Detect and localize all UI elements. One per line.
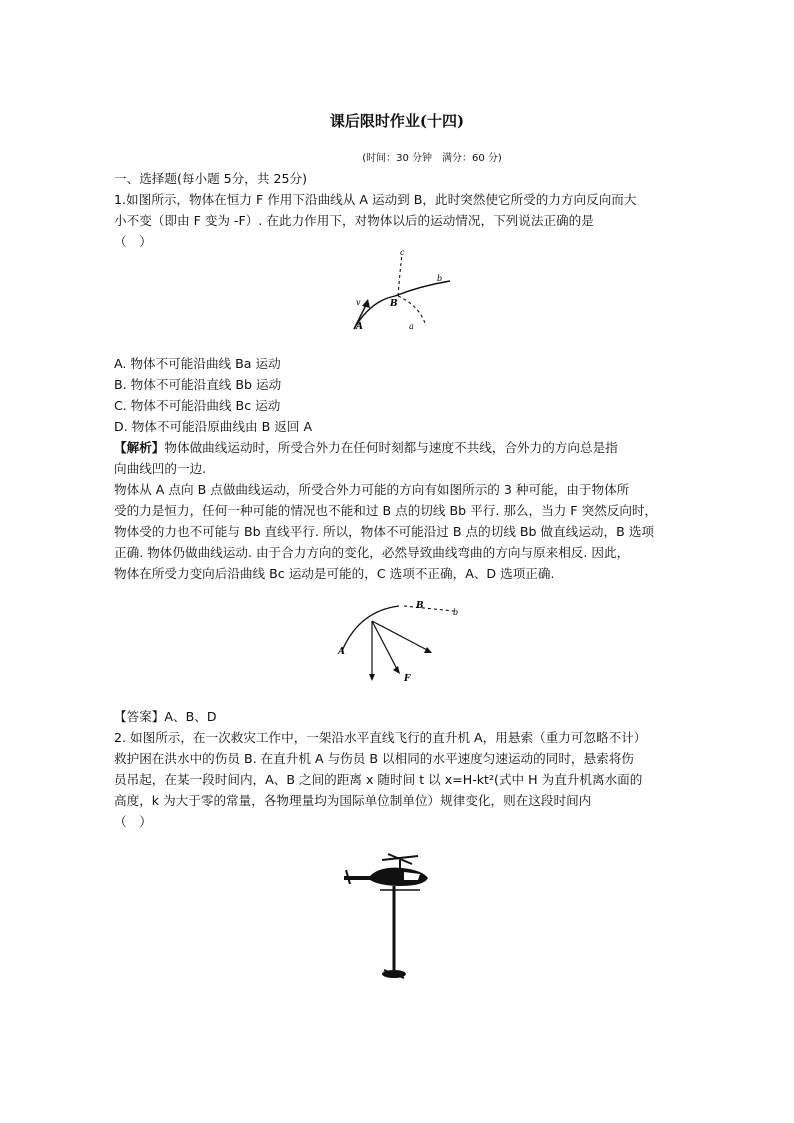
q2-stem-line-4: 高度，k 为大于零的常量，各物理量均为国际单位制单位）规律变化，则在这段时间内 [114,793,592,808]
force-arrowhead-down [369,674,375,681]
label-point-a: A [356,322,363,332]
q1-analysis-line-4: 受的力是恒力，任何一种可能的情况也不能和过 B 点的切线 Bb 平行. 那么，当力 F 突然反向时， [114,503,658,518]
section-heading: 一、选择题(每小题 5分，共 25分) [114,171,307,186]
force-arrowhead-f [393,666,400,674]
label-f: F [404,674,411,684]
analysis-text-1: 物体做曲线运动时，所受合外力在任何时刻都与速度不共线，合外力的方向总是指 [164,440,618,455]
label-point-a: A [338,647,345,657]
label-point-b: B [390,299,398,309]
q1-analysis-line-3: 物体从 A 点向 B 点做曲线运动，所受合外力可能的方向有如图所示的 3 种可能，由于物体所 [114,482,630,497]
q1-answer: 【答案】A、B、D [114,709,217,724]
label-a: a [409,322,414,331]
q2-stem-line-2: 救护困在洪水中的伤员 B. 在直升机 A 与伤员 B 以相同的水平速度匀速运动的同时，悬索将伤 [114,751,634,766]
label-c: c [400,248,405,257]
curve-a-to-b [342,606,399,651]
q1-option-a: A. 物体不可能沿曲线 Ba 运动 [114,356,281,371]
label-b: b [437,274,443,283]
q1-figure-force-directions [334,596,469,688]
page-title: 课后限时作业(十四) [329,112,465,130]
dashed-curve-bc [398,254,402,296]
q1-analysis-line-2: 向曲线凹的一边. [114,461,207,476]
helicopter-icon [344,854,428,890]
helicopter-body [370,868,428,886]
q1-option-c: C. 物体不可能沿曲线 Bc 运动 [114,398,281,413]
q2-stem-line-1: 2. 如图所示，在一次救灾工作中，一架沿水平直线飞行的直升机 A，用悬索（重力可忽略不计） [114,730,647,745]
q2-stem-line-5: （ ） [114,814,152,829]
analysis-tag: 【解析】 [114,440,165,455]
tangent-dashed-bb [404,606,454,611]
q1-stem-line-3: （ ） [114,234,152,249]
time-score-info: (时间：30 分钟 满分：60 分) [362,153,502,164]
force-arrowhead [362,299,370,308]
injured-person-icon [382,970,406,978]
q2-figure-helicopter [340,852,440,982]
q1-analysis-line-5: 物体受的力也不可能与 Bb 直线平行. 所以，物体不可能沿过 B 点的切线 Bb 做直线运动，B 选项 [114,524,654,539]
q1-analysis-line-6: 正确. 物体仍做曲线运动. 由于合力方向的变化，必然导致曲线弯曲的方向与原来相反. 因此， [114,545,630,560]
label-v: v [356,298,361,307]
q1-figure-trajectory [340,246,455,336]
q1-stem-line-1: 1.如图所示，物体在恒力 F 作用下沿曲线从 A 运动到 B，此时突然使它所受的力方向反向而大 [114,192,637,207]
label-b: b [453,608,459,617]
force-arrow-right [372,621,429,651]
q2-stem-line-3: 员吊起，在某一段时间内，A、B 之间的距离 x 随时间 t 以 x=H-kt²(式中 H 为直升机离水面的 [114,772,643,787]
q1-analysis-line-7: 物体在所受力变向后沿曲线 Bc 运动是可能的，C 选项不正确，A、D 选项正确. [114,566,555,581]
q1-option-d: D. 物体不可能沿原曲线由 B 返回 A [114,419,313,434]
q1-stem-line-2: 小不变（即由 F 变为 -F）. 在此力作用下，对物体以后的运动情况，下列说法正确的是 [114,213,594,228]
q1-option-b: B. 物体不可能沿直线 Bb 运动 [114,377,282,392]
label-point-b: B [416,601,424,611]
q1-analysis-line-1 [114,437,682,458]
force-arrowhead-right [424,647,432,653]
